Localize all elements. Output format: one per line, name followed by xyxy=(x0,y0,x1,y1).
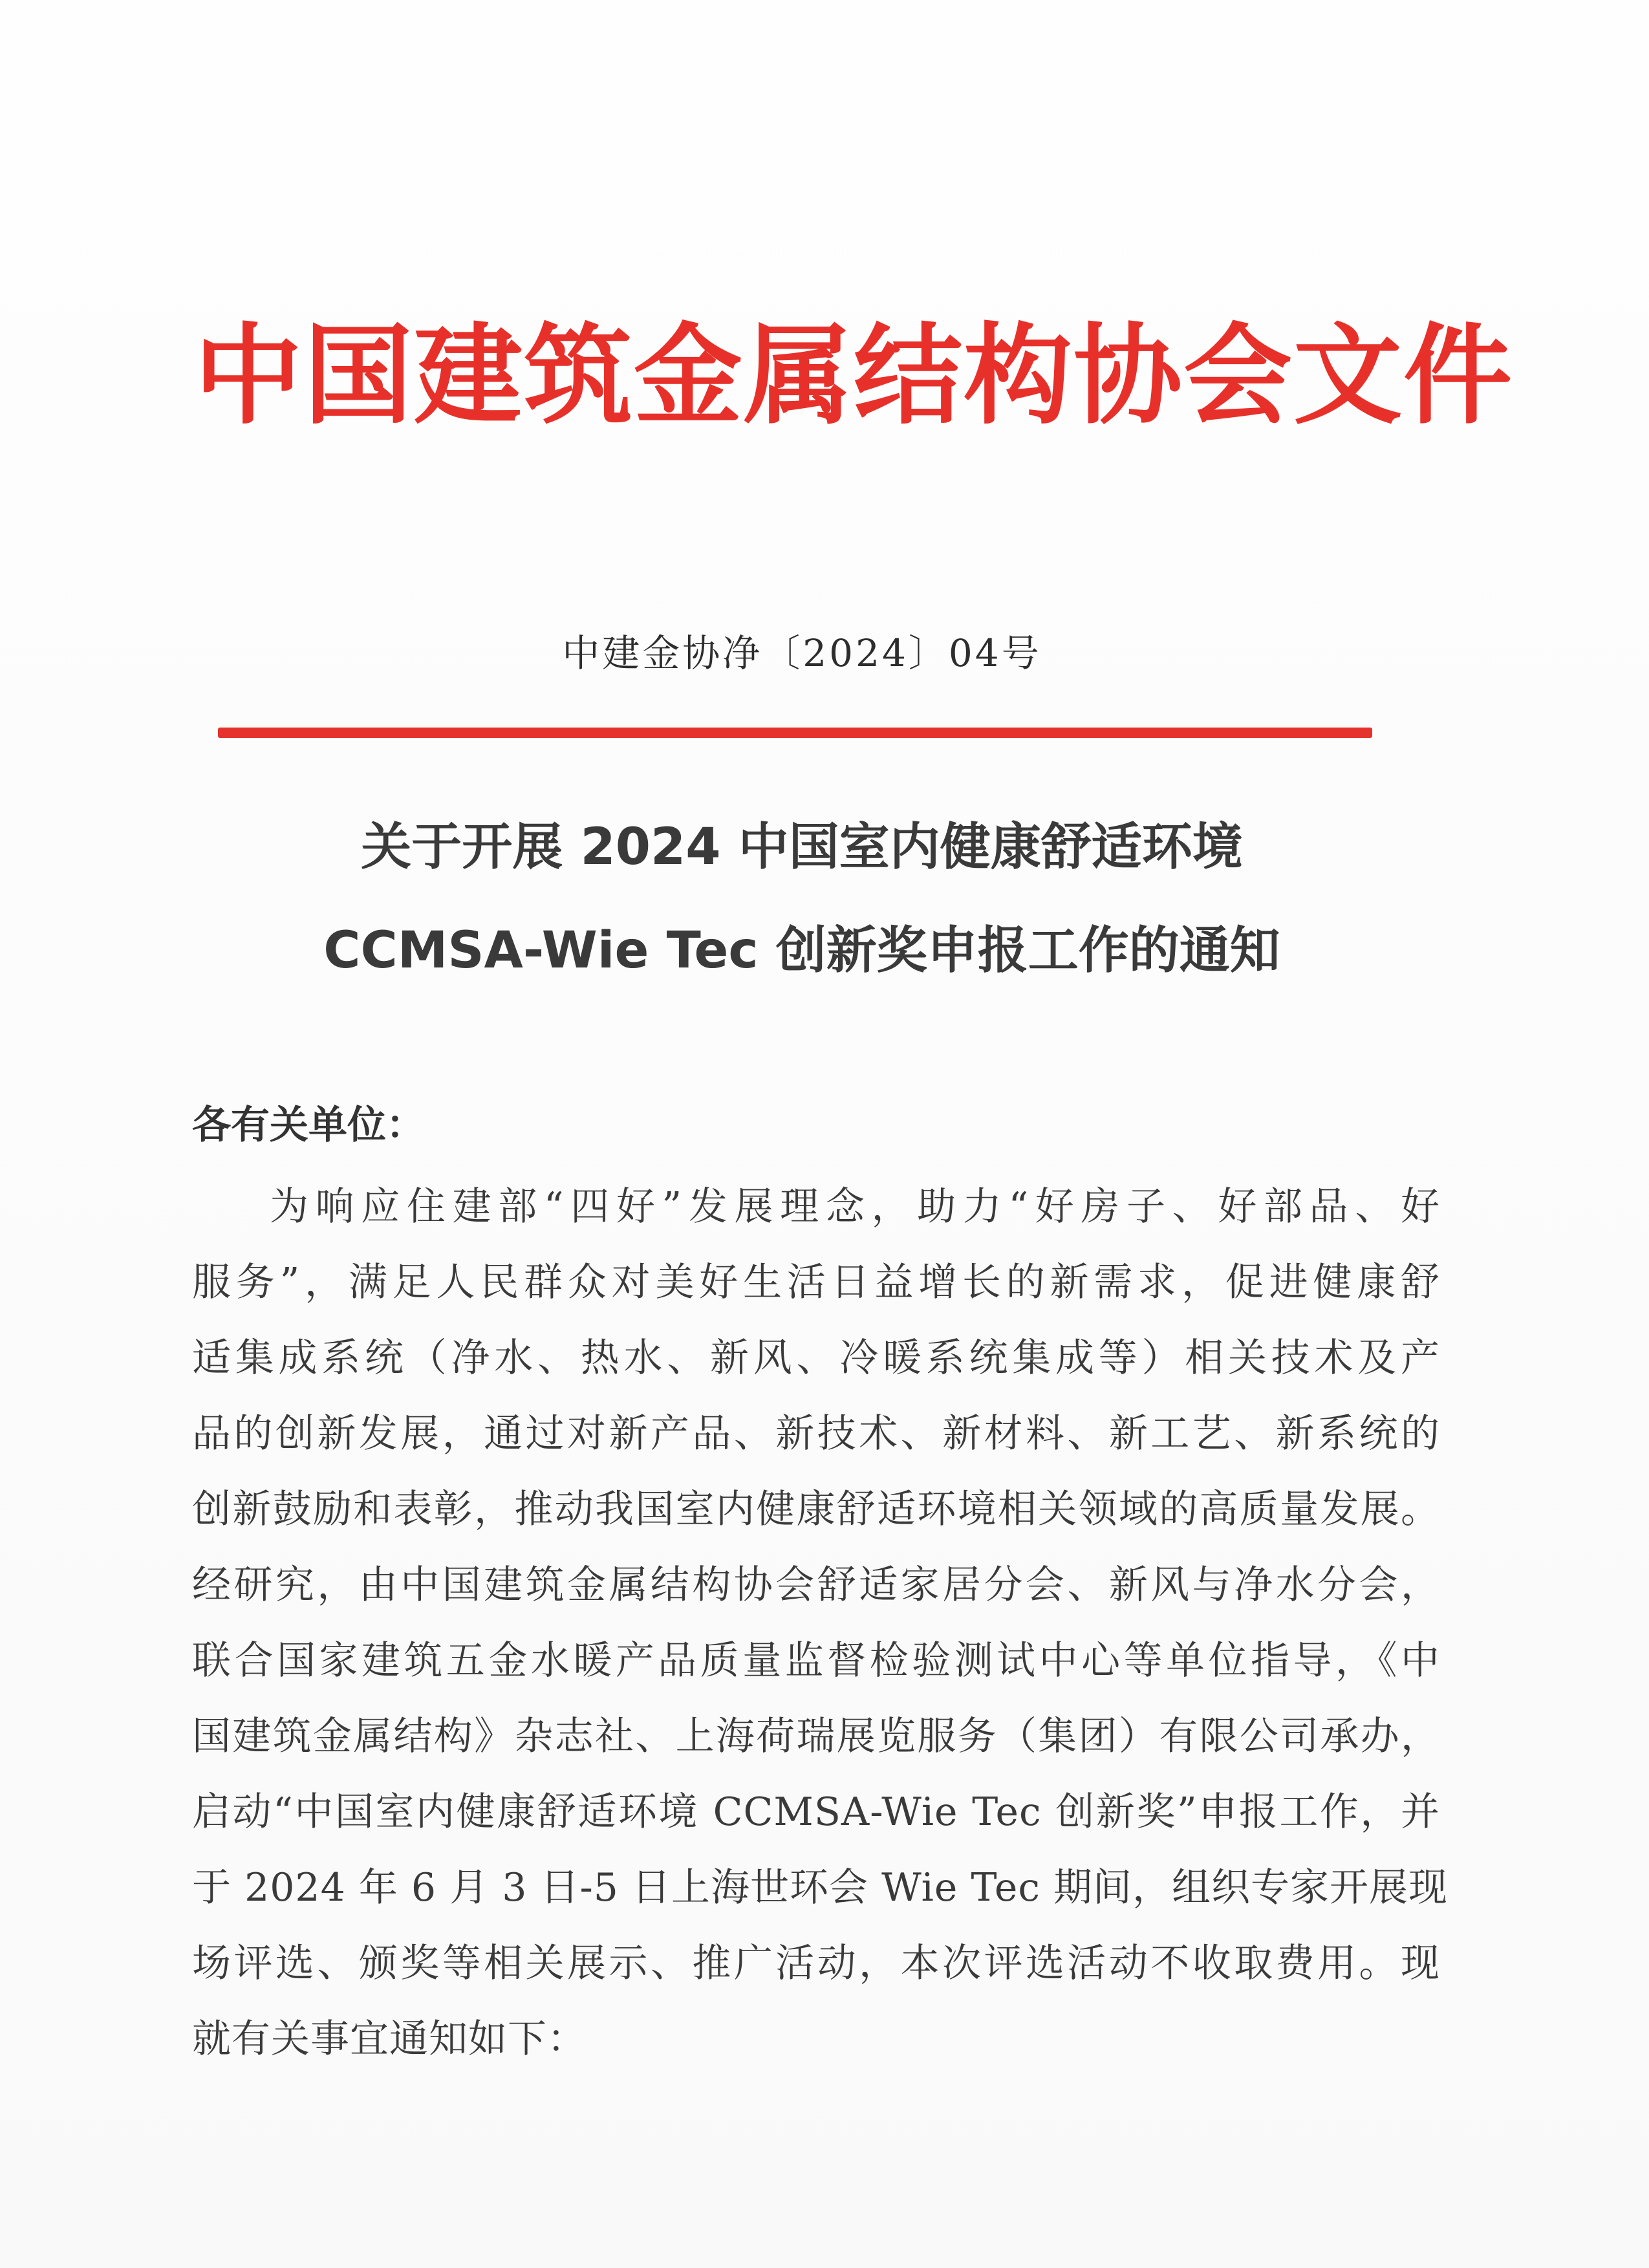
body-line: 品的创新发展，通过对新产品、新技术、新材料、新工艺、新系统的 xyxy=(192,1411,1440,1456)
salutation: 各有关单位： xyxy=(192,1103,425,1148)
masthead-title: 中国建筑金属结构协会文件 xyxy=(194,311,1513,439)
body-line: 场评选、颁奖等相关展示、推广活动，本次评选活动不收取费用。现 xyxy=(192,1941,1440,1986)
body-line: 适集成系统（净水、热水、新风、冷暖系统集成等）相关技术及产 xyxy=(192,1335,1440,1381)
body-line: 国建筑金属结构》杂志社、上海荷瑞展览服务（集团）有限公司承办， xyxy=(192,1714,1440,1759)
body-line: 就有关事宜通知如下： xyxy=(192,2016,587,2062)
body-line: 为响应住建部“四好”发展理念，助力“好房子、好部品、好 xyxy=(270,1184,1440,1229)
body-line: 联合国家建筑五金水暖产品质量监督检验测试中心等单位指导，《中 xyxy=(192,1638,1440,1683)
notice-title-line-1: 关于开展 2024 中国室内健康舒适环境 xyxy=(361,818,1243,876)
notice-title-line-2: CCMSA-Wie Tec 创新奖申报工作的通知 xyxy=(323,922,1280,980)
red-divider-rule xyxy=(218,728,1372,738)
document-number: 中建金协净〔2024〕04号 xyxy=(562,631,1042,675)
body-text xyxy=(192,1169,1448,2077)
body-line: 服务”，满足人民群众对美好生活日益增长的新需求，促进健康舒 xyxy=(192,1260,1440,1305)
body-line: 启动“中国室内健康舒适环境 CCMSA-Wie Tec 创新奖”申报工作，并 xyxy=(192,1789,1440,1835)
body-line: 经研究，由中国建筑金属结构协会舒适家居分会、新风与净水分会， xyxy=(192,1562,1440,1608)
body-line: 于 2024 年 6 月 3 日-5 日上海世环会 Wie Tec 期间，组织专家开展现 xyxy=(192,1865,1448,1910)
body-line: 创新鼓励和表彰，推动我国室内健康舒适环境相关领域的高质量发展。 xyxy=(192,1487,1440,1532)
